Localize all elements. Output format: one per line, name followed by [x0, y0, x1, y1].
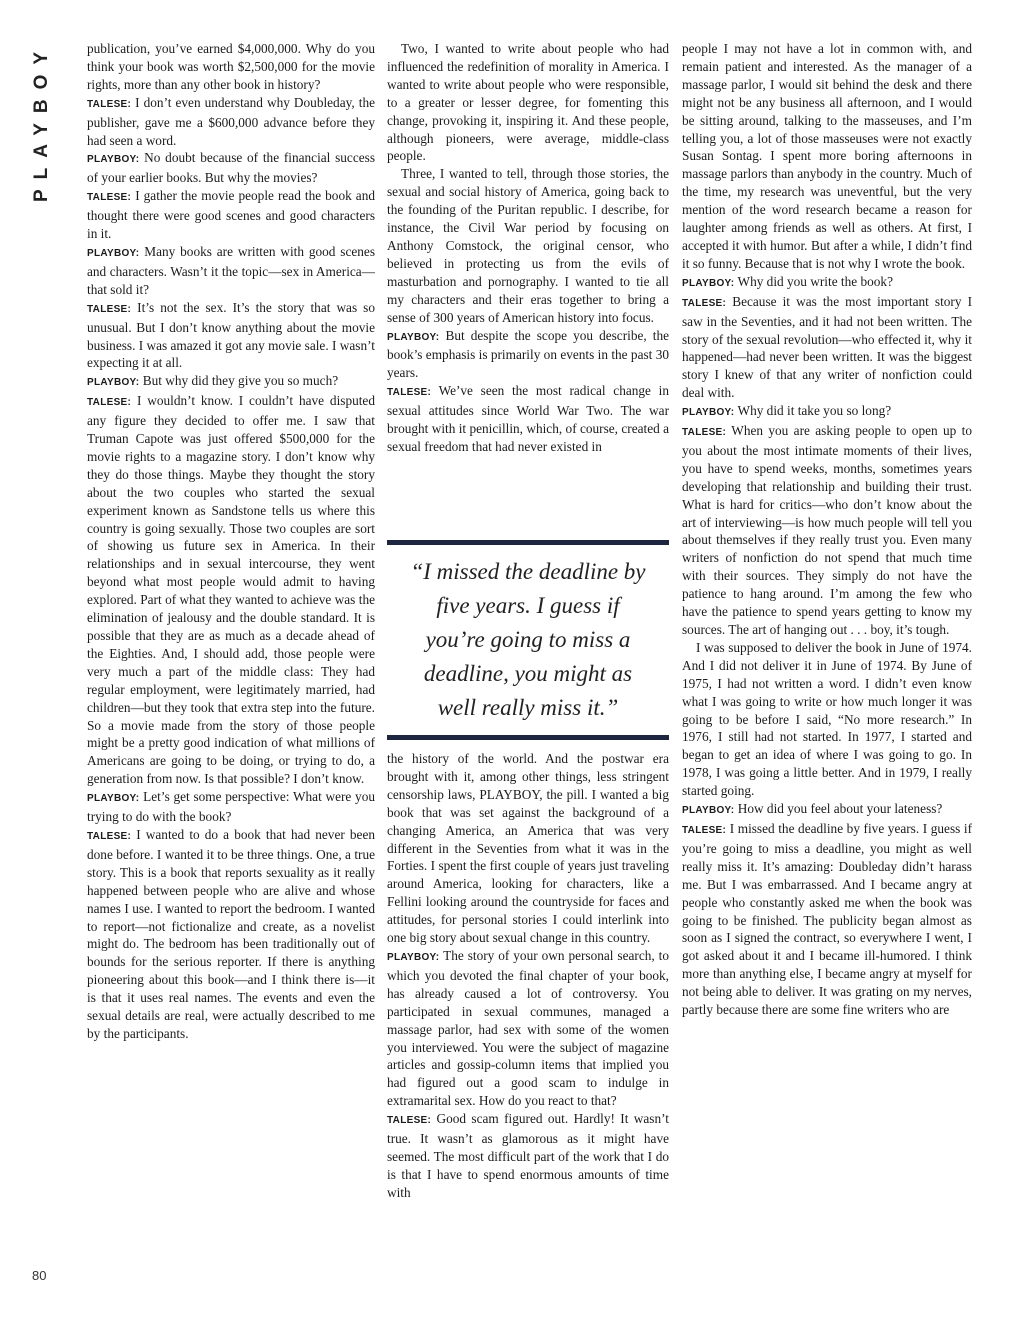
speaker-label: PLAYBOY:: [87, 154, 140, 166]
paragraph-text: Two, I wanted to write about people who had influenced the redefinition of morality in America. I wanted to write about people who were responsible, to a greater or lesser degree, for fomenting this change, provoking it, inspiring it. And these people, although pioneers, were average, middle-class people.: [387, 41, 669, 164]
paragraph: [87, 788, 375, 826]
paragraph-text: But why did they give you so much?: [142, 373, 339, 389]
paragraph-text: Three, I wanted to tell, through those stories, the sexual and social history of America, going back to the founding of the Puritan republic. I describe, for instance, the Civil War period by focusing on Anthony Comstock, the original censor, who believed in protecting us from the evils of masturbation and pornography. I wanted to tie all my characters and their eras together to bring a sense of 300 years of American history into focus.: [387, 166, 669, 325]
paragraph-text: Why did you write the book?: [737, 273, 893, 289]
paragraph-text: publication, you’ve earned $4,000,000. Why do you think your book was worth $2,500,000 for the movie rights, more than any other book in history?: [87, 41, 375, 92]
speaker-label: PLAYBOY:: [87, 793, 140, 805]
paragraph-text: I wanted to do a book that had never been done before. I wanted it to be three things. One, a true story. This is a book that reports sexuality as it really happened between people who are alive and whose names I use. I wanted to report the bedroom. I wanted to report—not fictionalize and create, as a novelist might do. The bedroom has been traditionally out of bounds for the serious reporter. If there is anything pioneering about this book—and I think there is—it is that it uses real names. The events and even the sexual details are real, were actually described to me by the participants.: [87, 826, 375, 1041]
paragraph: [87, 149, 375, 187]
paragraph: [682, 800, 972, 820]
speaker-label: PLAYBOY:: [87, 247, 140, 259]
paragraph: [87, 299, 375, 373]
paragraph-text: people I may not have a lot in common with, and remain patient and interested. As the manager of a massage parlor, I would sit behind the desk and there might not be any business all afternoon, and I would be sitting around, talking to the masseuses, and I’m telling you, a lot of those masseuses were not exactly Susan Sontag. I spent more boring afternoons in massage parlors than anybody in the country. Much of the time, my research was uneventful, but the very mention of the word research became a reason for laughter among friends as well as others. At first, I accepted it with humor. But after a while, I didn’t find it so funny. Because that is not why I wrote the book.: [682, 41, 972, 271]
article-column-2-bottom: [387, 750, 669, 1290]
paragraph: [682, 40, 972, 273]
pull-quote-text: “I missed the deadline by five years. I guess if you’re going to miss a deadline, you might as well really miss it.”: [410, 559, 646, 720]
paragraph: [682, 639, 972, 800]
paragraph-text: the history of the world. And the postwar era brought with it, among other things, less stringent censorship laws, PLAYBOY, the pill. I wanted a big book that was set against the background of a changing America, an America that was very different in the Seventies from what it was in the Forties. I spent the first couple of years just traveling around America, looking for characters, like a Fellini looking around the countryside for faces and attitudes, for personal stories I could interlink into one big story about sexual change in this country.: [387, 751, 669, 946]
speaker-label: TALESE:: [87, 397, 132, 409]
paragraph: [387, 382, 669, 456]
paragraph: [387, 947, 669, 1110]
paragraph-text: Why did it take you so long?: [737, 403, 892, 419]
speaker-label: TALESE:: [87, 98, 132, 110]
paragraph-text: Let’s get some perspective: What were you trying to do with the book?: [87, 789, 375, 825]
speaker-label: PLAYBOY:: [682, 407, 735, 419]
speaker-label: PLAYBOY:: [682, 277, 735, 289]
paragraph-text: How did you feel about your lateness?: [737, 801, 943, 817]
paragraph-text: I missed the deadline by five years. I guess if you’re going to miss a deadline, you might as well really miss it. It’s amazing: Doubleday didn’t harass me. But I was embarrassed. And I became angry at people who constantly asked me when the book was going to be finished. The publicity began almost as soon as I signed the contract, so everywhere I went, I got asked about it and I became ill-humored. I think more than anything else, I became angry at myself for not being able to deliver. It was grating on my nerves, partly because there are some fine writers who are: [682, 820, 972, 1018]
speaker-label: PLAYBOY:: [387, 331, 440, 343]
magazine-logo: [24, 42, 60, 202]
speaker-label: TALESE:: [682, 824, 727, 836]
paragraph: [87, 187, 375, 243]
paragraph: [87, 826, 375, 1043]
speaker-label: PLAYBOY:: [387, 951, 440, 963]
article-column-3: [682, 40, 972, 1290]
paragraph: [87, 392, 375, 788]
paragraph: [87, 243, 375, 299]
speaker-label: TALESE:: [682, 297, 727, 309]
paragraph-text: Good scam figured out. Hardly! It wasn’t true. It wasn’t as glamorous as it might have seemed. The most difficult part of the work that I do is that I have to spend enormous amounts of time with: [387, 1111, 669, 1200]
speaker-label: TALESE:: [387, 1115, 432, 1127]
paragraph: [87, 94, 375, 150]
paragraph-text: I don’t even understand why Doubleday, the publisher, gave me a $600,000 advance before they had seen a word.: [87, 94, 375, 148]
paragraph-text: It’s not the sex. It’s the story that was so unusual. But I don’t know anything about the movie business. I was amazed it got any movie sale. I wasn’t expecting it at all.: [87, 299, 375, 371]
article-column-2-top: [387, 40, 669, 535]
paragraph-text: When you are asking people to open up to you about the most intimate moments of their lives, you have to spend weeks, months, sometimes years developing that relationship and building their trust. What is hard for critics—who don’t know about the art of interviewing—is how much people will tell you about themselves if they really trust you. Even many writers of nonfiction do not spend that much time with their sources. They simply do not have the patience to hang around. I’m among the few who have the patience to spend years getting to know my sources. The art of hanging out . . . boy, it’s tough.: [682, 423, 972, 637]
speaker-label: PLAYBOY:: [682, 805, 735, 817]
paragraph-text: The story of your own personal search, to which you devoted the final chapter of your book, has already caused a lot of controversy. You participated in sexual communes, managed a massage parlor, had sex with some of the women you interviewed. You were the subject of magazine articles and gossip-column items that implied you had figured out a good scam to indulge in extramarital sex. How do you react to that?: [387, 947, 669, 1109]
speaker-label: TALESE:: [387, 387, 432, 399]
article-column-1: [87, 40, 375, 1290]
paragraph: [387, 1110, 669, 1202]
paragraph: [682, 402, 972, 422]
paragraph: [387, 165, 669, 326]
speaker-label: TALESE:: [87, 303, 132, 315]
paragraph: [87, 372, 375, 392]
paragraph: [682, 422, 972, 639]
paragraph-text: No doubt because of the financial success of your earlier books. But why the movies?: [87, 150, 375, 186]
paragraph: [387, 750, 669, 947]
speaker-label: TALESE:: [87, 830, 132, 842]
speaker-label: TALESE:: [682, 427, 727, 439]
paragraph-text: I was supposed to deliver the book in June of 1974. And I did not deliver it in June of 1974. By June of 1975, I had not written a word. I didn’t even know what I was going to write or how much longer it was going to be before I said, “No more research.” In 1976, I still had not started. In 1977, I started and began to get an idea of where I was going to go. In 1978, I was going a little better. And in 1979, I really started going.: [682, 639, 972, 799]
paragraph: [682, 273, 972, 293]
page-number: 80: [32, 1268, 47, 1283]
paragraph: [87, 40, 375, 94]
speaker-label: TALESE:: [87, 192, 132, 204]
paragraph-text: But despite the scope you describe, the book’s emphasis is primarily on events in the past 30 years.: [387, 327, 669, 381]
paragraph: [387, 40, 669, 165]
paragraph: [387, 327, 669, 383]
pull-quote: [387, 540, 669, 740]
paragraph: [682, 293, 972, 402]
paragraph-text: We’ve seen the most radical change in sexual attitudes since World War Two. The war brought with it penicillin, which, of course, created a sexual freedom that had never existed in: [387, 383, 669, 454]
paragraph-text: Many books are written with good scenes and characters. Wasn’t it the topic—sex in America—that sold it?: [87, 243, 375, 297]
paragraph: [682, 820, 972, 1019]
paragraph-text: I gather the movie people read the book and thought there were good scenes and good characters in it.: [87, 188, 375, 242]
magazine-title: PLAYBOY: [31, 41, 53, 203]
speaker-label: PLAYBOY:: [87, 377, 140, 389]
paragraph-text: Because it was the most important story I saw in the Seventies, and it had not been written. The story of the sexual revolution—who effected it, why it happened—had never been written. It was the biggest story I knew of that any writer of nonfiction could deal with.: [682, 293, 972, 401]
paragraph-text: I wouldn’t know. I couldn’t have disputed any figure they decided to offer me. I saw that Truman Capote was just offered $500,000 for the movie rights to a magazine story. I don’t know why they do those things. Maybe they thought the story about the two couples who started the sexual experiment known as Sandstone tells us where this country is going sexually. Those two couples are sort of showing us future sex in America. In their relationships and in sexual intercourse, they went beyond what most people would admit to having explored. Part of what they wanted to achieve was the elimination of jealousy and the double standard. It is possible that they are as much as a decade ahead of the Eighties. And, I should add, those people were very much a part of the middle class: They had regular employment, were legitimately married, had children—but they took that extra step into the future. So a movie made from the story of those people might be a pretty good indication of what millions of Americans are going to be doing, or trying to do, a generation from now. Is that possible? I don’t know.: [87, 393, 375, 787]
